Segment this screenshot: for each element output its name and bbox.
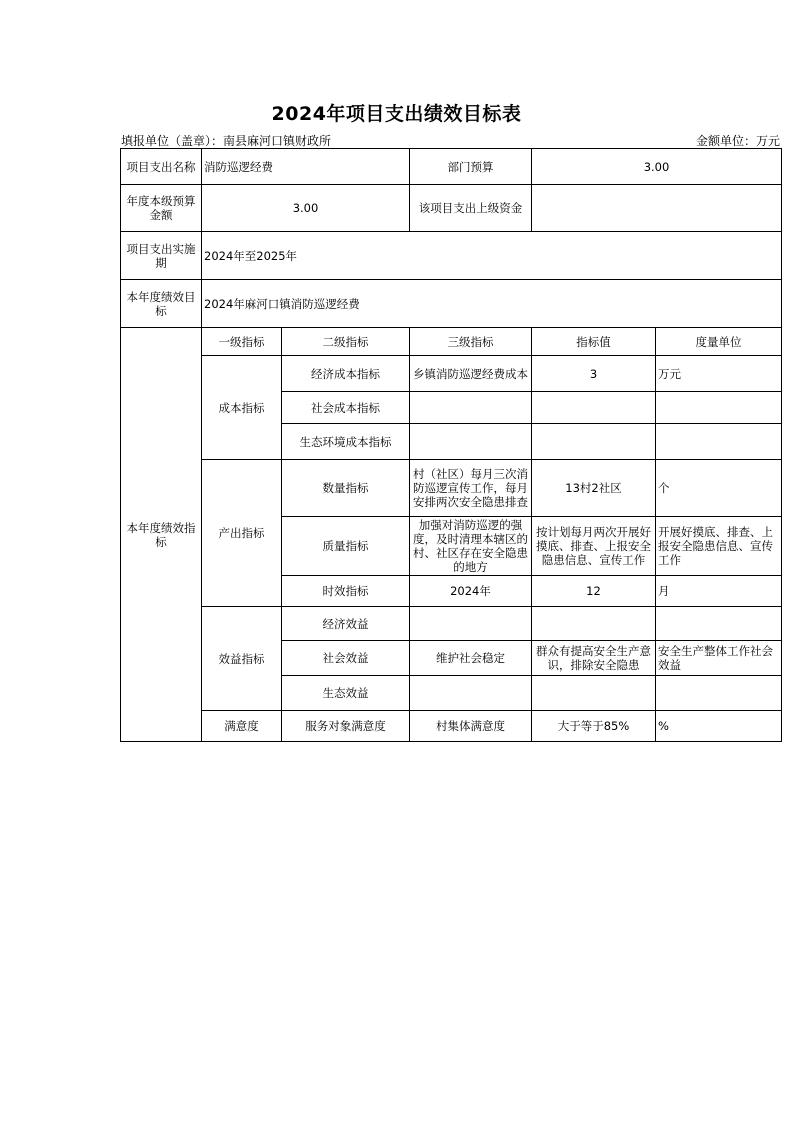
col-level2-header: 二级指标 xyxy=(282,328,410,356)
value-cell: 13村2社区 xyxy=(532,460,656,517)
level2-cell: 时效指标 xyxy=(282,576,410,607)
output-indicator-label: 产出指标 xyxy=(202,460,282,607)
value-cell xyxy=(532,392,656,424)
annual-budget-label: 年度本级预算金额 xyxy=(121,185,202,232)
unit-cell: 个 xyxy=(656,460,782,517)
table-row xyxy=(121,607,782,641)
page-title: 2024年项目支出绩效目标表 xyxy=(271,103,522,125)
level3-cell xyxy=(410,607,532,641)
annual-budget-value: 3.00 xyxy=(202,185,410,232)
reporting-unit: 填报单位（盖章）：南县麻河口镇财政所 xyxy=(121,134,332,148)
table-row xyxy=(121,356,782,392)
unit-cell xyxy=(656,424,782,460)
project-name-label: 项目支出名称 xyxy=(121,149,202,185)
table-row xyxy=(121,711,782,742)
dept-budget-label: 部门预算 xyxy=(410,149,532,185)
level3-cell: 村集体满意度 xyxy=(410,711,532,742)
level2-cell: 社会成本指标 xyxy=(282,392,410,424)
superior-funds-value xyxy=(532,185,782,232)
dept-budget-value: 3.00 xyxy=(532,149,782,185)
annual-budget-row xyxy=(121,185,782,232)
level2-cell: 经济成本指标 xyxy=(282,356,410,392)
level2-cell: 生态环境成本指标 xyxy=(282,424,410,460)
level3-cell: 村（社区）每月三次消防巡逻宣传工作，每月安排两次安全隐患排查 xyxy=(410,460,532,517)
unit-cell: % xyxy=(656,711,782,742)
goal-row xyxy=(121,280,782,328)
unit-cell: 万元 xyxy=(656,356,782,392)
value-cell xyxy=(532,424,656,460)
period-row xyxy=(121,232,782,280)
value-cell: 按计划每月两次开展好摸底、排查、上报安全隐患信息、宣传工作 xyxy=(532,517,656,576)
level2-cell: 社会效益 xyxy=(282,641,410,676)
level3-cell: 乡镇消防巡逻经费成本 xyxy=(410,356,532,392)
superior-funds-label: 该项目支出上级资金 xyxy=(410,185,532,232)
unit-cell xyxy=(656,676,782,711)
value-cell: 3 xyxy=(532,356,656,392)
unit-cell xyxy=(656,392,782,424)
value-cell: 12 xyxy=(532,576,656,607)
project-name-row xyxy=(121,149,782,185)
level3-cell xyxy=(410,676,532,711)
level3-cell: 维护社会稳定 xyxy=(410,641,532,676)
amount-unit: 金额单位：万元 xyxy=(695,134,780,148)
goal-label: 本年度绩效目标 xyxy=(121,280,202,328)
col-level1-header: 一级指标 xyxy=(202,328,282,356)
project-name-value: 消防巡逻经费 xyxy=(202,149,410,185)
value-cell: 群众有提高安全生产意识，排除安全隐患 xyxy=(532,641,656,676)
col-unit-header: 度量单位 xyxy=(656,328,782,356)
level2-cell: 服务对象满意度 xyxy=(282,711,410,742)
period-label: 项目支出实施期 xyxy=(121,232,202,280)
indicator-section-label: 本年度绩效指标 xyxy=(121,328,202,742)
performance-target-table xyxy=(120,148,782,742)
level3-cell: 加强对消防巡逻的强度，及时清理本辖区的村、社区存在安全隐患的地方 xyxy=(410,517,532,576)
level2-cell: 生态效益 xyxy=(282,676,410,711)
level3-cell xyxy=(410,424,532,460)
col-value-header: 指标值 xyxy=(532,328,656,356)
col-level3-header: 三级指标 xyxy=(410,328,532,356)
satisfaction-indicator-label: 满意度 xyxy=(202,711,282,742)
table-row xyxy=(121,460,782,517)
level3-cell xyxy=(410,392,532,424)
value-cell xyxy=(532,607,656,641)
level2-cell: 数量指标 xyxy=(282,460,410,517)
unit-cell: 开展好摸底、排查、上报安全隐患信息、宣传工作 xyxy=(656,517,782,576)
level3-cell: 2024年 xyxy=(410,576,532,607)
indicator-header-row xyxy=(121,328,782,356)
unit-cell: 安全生产整体工作社会效益 xyxy=(656,641,782,676)
value-cell: 大于等于85% xyxy=(532,711,656,742)
benefit-indicator-label: 效益指标 xyxy=(202,607,282,711)
goal-value: 2024年麻河口镇消防巡逻经费 xyxy=(202,280,782,328)
value-cell xyxy=(532,676,656,711)
unit-cell xyxy=(656,607,782,641)
level2-cell: 经济效益 xyxy=(282,607,410,641)
level2-cell: 质量指标 xyxy=(282,517,410,576)
cost-indicator-label: 成本指标 xyxy=(202,356,282,460)
unit-cell: 月 xyxy=(656,576,782,607)
period-value: 2024年至2025年 xyxy=(202,232,782,280)
